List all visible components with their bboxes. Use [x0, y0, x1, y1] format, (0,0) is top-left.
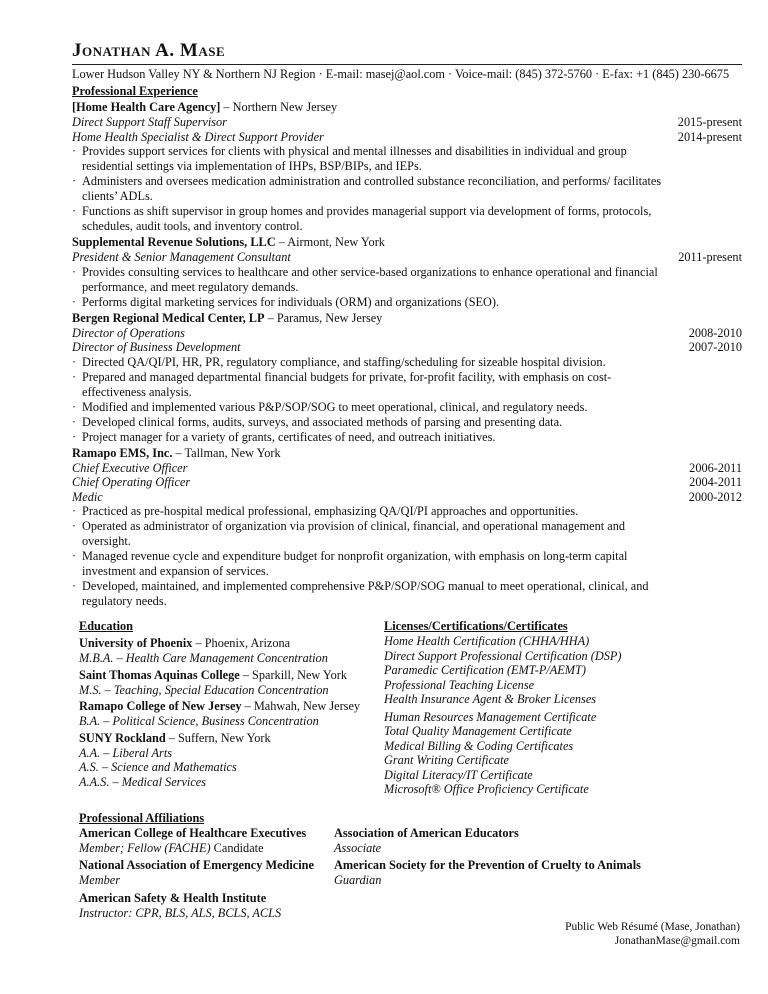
- school-name: SUNY Rockland: [79, 730, 166, 745]
- school-location: – Sparkill, New York: [239, 667, 347, 682]
- affiliation: [334, 858, 664, 888]
- affiliation: [79, 826, 334, 856]
- bullet-mark: ·: [72, 549, 77, 563]
- school-list: [79, 636, 384, 789]
- school-line: [79, 636, 384, 651]
- bullet-mark: ·: [72, 429, 77, 444]
- footer-title: Public Web Résumé (Mase, Jonathan): [565, 921, 740, 933]
- affiliation-role: Instructor: CPR, BLS, ALS, BCLS, ACLS: [79, 905, 282, 920]
- job-location: – Airmont, New York: [275, 235, 385, 249]
- school-name: University of Phoenix: [79, 636, 193, 650]
- bullet-text: Practiced as pre-hospital medical professional, emphasizing QA/QI/PI approaches and opportunities.: [82, 504, 579, 518]
- license-item: Digital Literacy/IT Certificate: [384, 767, 533, 782]
- bullet-mark: ·: [72, 174, 77, 188]
- affiliation-name: American Society for the Prevention of Cruelty to Animals: [334, 858, 641, 872]
- job-bullet: [72, 295, 662, 310]
- job-org: Ramapo EMS, Inc.: [72, 445, 173, 460]
- school-line: [79, 731, 384, 746]
- job-title: President & Senior Management Consultant: [72, 250, 291, 264]
- job-dates: 2006-2011: [689, 460, 742, 475]
- job-bullet: [72, 355, 662, 370]
- school-line: [79, 668, 384, 683]
- job-location: – Northern New Jersey: [220, 100, 338, 114]
- job-bullet: [72, 519, 662, 549]
- bullet-mark: ·: [72, 144, 77, 158]
- job-dates: 2011-present: [678, 250, 742, 264]
- degree: A.A. – Liberal Arts: [79, 745, 173, 760]
- education-section: [79, 617, 384, 797]
- job-location: – Paramus, New Jersey: [264, 310, 383, 325]
- affiliation-role-line: [79, 873, 334, 888]
- job-title: Direct Support Staff Supervisor: [72, 115, 227, 129]
- degree: M.B.A. – Health Care Management Concentration: [79, 651, 328, 665]
- degree: A.A.S. – Medical Services: [79, 774, 207, 789]
- job-bullet: [72, 144, 662, 174]
- license-item: Direct Support Professional Certification (DSP): [384, 648, 622, 663]
- license-item: Human Resources Management Certificate: [384, 709, 597, 724]
- affiliation-name: National Association of Emergency Medicine: [79, 858, 314, 872]
- affiliation-role: Member; Fellow (FACHE): [79, 840, 211, 855]
- resume-page: [72, 40, 742, 923]
- bullet-text: Provides consulting services to healthcare and other service-based organizations to enhance operational and financial performance, and meet regulatory demands.: [82, 264, 658, 294]
- affiliation-role: Member: [79, 873, 120, 887]
- affiliation-role-line: [79, 841, 334, 856]
- affiliation-grid: [79, 826, 742, 924]
- bullet-text: Modified and implemented various P&P/SOP/SOG to meet operational, clinical, and regulatory needs.: [82, 399, 588, 414]
- affiliation-role: Associate: [334, 840, 382, 855]
- job-org: Supplemental Revenue Solutions, LLC: [72, 235, 276, 249]
- bullet-text: Developed clinical forms, audits, surveys, and associated methods of parsing and presenting data.: [82, 414, 563, 429]
- license-item: Home Health Certification (CHHA/HHA): [384, 634, 590, 648]
- affiliation-name: Association of American Educators: [334, 825, 519, 840]
- job-bullet: [72, 400, 662, 415]
- affiliation-name: American College of Healthcare Executives: [79, 825, 307, 840]
- school-location: – Suffern, New York: [165, 730, 271, 745]
- footer: [565, 920, 740, 948]
- job-role-row: [72, 326, 742, 341]
- bullet-mark: ·: [72, 369, 77, 384]
- job-title: Director of Operations: [72, 325, 185, 340]
- job-bullet: [72, 174, 662, 204]
- job-role-row: [72, 490, 742, 505]
- license-item: Grant Writing Certificate: [384, 753, 510, 767]
- job-org-line: [72, 311, 742, 326]
- school-line: [79, 699, 384, 714]
- school-location: – Mahwah, New Jersey: [241, 699, 361, 713]
- licenses-heading: Licenses/Certifications/Certificates: [384, 619, 568, 633]
- job-title: Director of Business Development: [72, 340, 241, 354]
- job-dates: 2000-2012: [688, 489, 742, 504]
- license-item: Total Quality Management Certificate: [384, 724, 572, 738]
- job-bullet: [72, 504, 662, 519]
- bullet-mark: ·: [72, 579, 77, 593]
- job-org-line: [72, 100, 742, 115]
- affiliation-role-suffix: Candidate: [210, 840, 264, 855]
- bullet-text: Operated as administrator of organization via provision of clinical, financial, and operational management and oversight.: [82, 519, 626, 548]
- job-bullet: [72, 370, 662, 400]
- bullet-mark: ·: [72, 504, 77, 518]
- job-dates: 2008-2010: [688, 325, 742, 340]
- affiliation: [334, 826, 664, 856]
- job-bullet: [72, 549, 662, 579]
- job-org-line: [72, 235, 742, 250]
- school-location: – Phoenix, Arizona: [192, 636, 291, 650]
- bullet-text: Managed revenue cycle and expenditure budget for nonprofit organization, with emphasis on long-term capital investment and expansion of services.: [82, 549, 628, 578]
- job-role-row: [72, 115, 742, 130]
- resume-name: Jonathan A. Mase: [72, 40, 226, 61]
- job-dates: 2004-2011: [689, 475, 742, 489]
- job-title: Chief Executive Officer: [72, 460, 188, 475]
- bullet-mark: ·: [72, 354, 77, 369]
- experience-heading: Professional Experience: [72, 84, 198, 98]
- job-role-row: [72, 461, 742, 476]
- license-item: Microsoft® Office Proficiency Certificate: [384, 782, 589, 796]
- job-bullet: [72, 204, 662, 234]
- job-title: Medic: [72, 489, 103, 504]
- experience-list: [72, 100, 742, 609]
- degree: M.S. – Teaching, Special Education Concentration: [79, 682, 329, 697]
- job-dates: 2014-present: [677, 129, 742, 144]
- affiliation: [79, 891, 334, 921]
- bullet-text: Performs digital marketing services for individuals (ORM) and organizations (SEO).: [82, 294, 500, 309]
- job-dates: 2007-2010: [688, 340, 742, 354]
- degree: B.A. – Political Science, Business Concentration: [79, 714, 319, 728]
- footer-email: JonathanMase@gmail.com: [614, 935, 740, 947]
- job-location: – Tallman, New York: [172, 445, 281, 460]
- bullet-text: Functions as shift supervisor in group homes and provides managerial support via development of forms, protocols, schedules, audit tools, and inventory control.: [82, 204, 652, 233]
- degree: A.S. – Science and Mathematics: [79, 760, 237, 774]
- bullet-mark: ·: [72, 414, 77, 429]
- bullet-mark: ·: [72, 204, 77, 218]
- job-dates: 2015-present: [677, 115, 742, 129]
- school-name: Ramapo College of New Jersey: [79, 699, 242, 713]
- job-org-line: [72, 446, 742, 461]
- licenses-section: [384, 617, 684, 797]
- job-title: Home Health Specialist & Direct Support Provider: [72, 129, 324, 144]
- bullet-text: Provides support services for clients with physical and mental illnesses and disabilities in individual and group residential settings via implementation of IHPs, BSP/BIPs, and IEPs.: [82, 144, 627, 173]
- education-heading: Education: [79, 619, 133, 633]
- bullet-mark: ·: [72, 264, 77, 279]
- license-item: Health Insurance Agent & Broker Licenses: [384, 692, 597, 706]
- affiliation: [79, 858, 334, 888]
- bullet-mark: ·: [72, 399, 77, 414]
- job-org: [Home Health Care Agency]: [72, 100, 221, 114]
- affiliation-role-line: [79, 906, 334, 921]
- job-org: Bergen Regional Medical Center, LP: [72, 310, 265, 325]
- job-role-row: [72, 475, 742, 490]
- license-list: [384, 634, 684, 797]
- license-item: Professional Teaching License: [384, 677, 535, 692]
- job-bullet: [72, 579, 662, 609]
- bullet-text: Developed, maintained, and implemented comprehensive P&P/SOP/SOG manual to meet operational, clinical, and regulatory needs.: [82, 579, 649, 608]
- license-item: Paramedic Certification (EMT-P/AEMT): [384, 663, 586, 677]
- affiliations-heading: Professional Affiliations: [79, 810, 205, 825]
- job-title: Chief Operating Officer: [72, 475, 191, 489]
- school-name: Saint Thomas Aquinas College: [79, 667, 240, 682]
- affiliation-role-line: [334, 841, 664, 856]
- job-bullet: [72, 265, 662, 295]
- job-bullet: [72, 430, 662, 445]
- bullet-mark: ·: [72, 294, 77, 309]
- bullet-mark: ·: [72, 519, 77, 533]
- job-role-row: [72, 250, 742, 265]
- bullet-text: Administers and oversees medication administration and controlled substance reconciliation, and performs/ facilitates clients’ ADLs.: [82, 174, 662, 203]
- job-bullet: [72, 415, 662, 430]
- license-item: Medical Billing & Coding Certificates: [384, 738, 574, 753]
- bullet-text: Project manager for a variety of grants, certificates of need, and outreach initiatives.: [82, 429, 496, 444]
- bullet-text: Directed QA/QI/PI, HR, PR, regulatory compliance, and staffing/scheduling for sizeable hospital division.: [82, 354, 606, 369]
- affiliation-role-line: [334, 873, 664, 888]
- affiliation-name: American Safety & Health Institute: [79, 890, 267, 905]
- job-role-row: [72, 130, 742, 145]
- job-role-row: [72, 340, 742, 355]
- bullet-text: Prepared and managed departmental financial budgets for private, for-profit facility, with emphasis on cost-effectiveness analysis.: [82, 369, 612, 399]
- affiliations-section: [72, 811, 742, 924]
- affiliation-role: Guardian: [334, 873, 382, 887]
- education-licenses-columns: [72, 617, 742, 797]
- contact-line: Lower Hudson Valley NY & Northern NJ Region · E-mail: masej@aol.com · Voice-mail: (845) 372-5760 · E-fax: +1 (845) 230-6675: [72, 64, 742, 82]
